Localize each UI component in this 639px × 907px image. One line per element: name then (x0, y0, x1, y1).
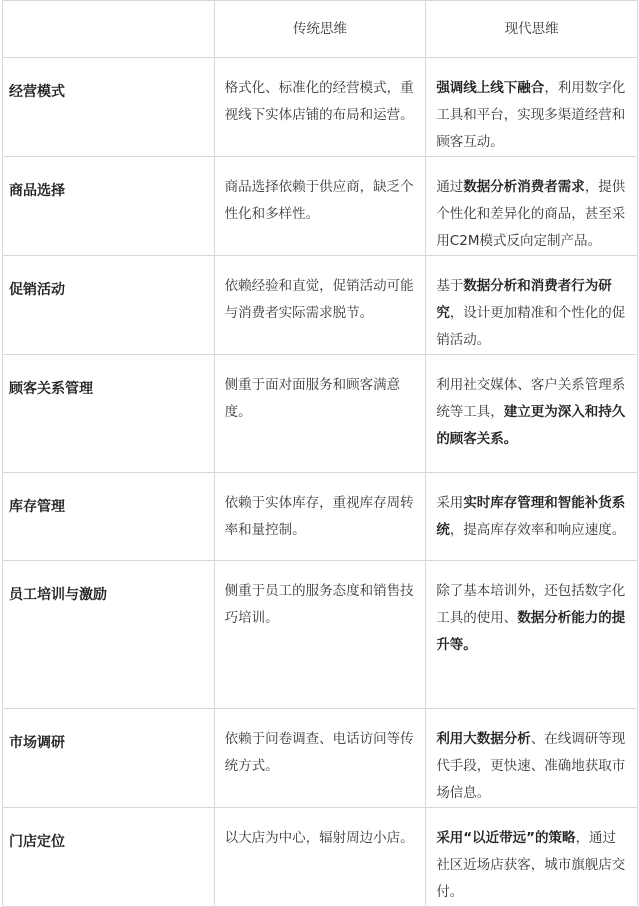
row-category: 市场调研 (3, 709, 215, 808)
modern-cell (426, 157, 638, 256)
table-row (3, 473, 638, 561)
text: ，设计更加精准和个性化的促销活动。 (436, 305, 626, 348)
text: ，提高库存效率和响应速度。 (449, 522, 626, 538)
row-category: 顾客关系管理 (3, 355, 215, 473)
modern-cell (426, 808, 638, 907)
table-row (3, 709, 638, 808)
row-category: 商品选择 (3, 157, 215, 256)
bold-text: 数据分析能力的提升等。 (436, 610, 626, 653)
traditional-cell: 格式化、标准化的经营模式，重视线下实体店铺的布局和运营。 (214, 58, 426, 157)
traditional-cell: 依赖于问卷调查、电话访问等传统方式。 (214, 709, 426, 808)
bold-text: 采用“以近带远”的策略 (436, 830, 576, 846)
header-corner-cell (3, 1, 215, 58)
table-row (3, 808, 638, 907)
row-category: 库存管理 (3, 473, 215, 561)
row-category: 经营模式 (3, 58, 215, 157)
comparison-table (2, 0, 638, 907)
table-row (3, 157, 638, 256)
modern-cell (426, 473, 638, 561)
text: ，通过社区近场店获客，城市旗舰店交付。 (436, 830, 626, 900)
bold-text: 实时库存管理和智能补货系统 (436, 495, 626, 538)
bold-text: 强调线上线下融合 (436, 80, 545, 96)
traditional-cell: 商品选择依赖于供应商，缺乏个性化和多样性。 (214, 157, 426, 256)
table-row (3, 355, 638, 473)
traditional-cell: 依赖于实体库存，重视库存周转率和量控制。 (214, 473, 426, 561)
header-row (3, 1, 638, 58)
modern-cell (426, 58, 638, 157)
bold-text: 建立更为深入和持久的顾客关系。 (436, 404, 626, 447)
row-category: 员工培训与激励 (3, 561, 215, 709)
text: 、在线调研等现代手段，更快速、准确地获取市场信息。 (436, 731, 626, 801)
text: 利用社交媒体、客户关系管理系统等工具， (436, 377, 626, 420)
text: 除了基本培训外，还包括数字化工具的使用、 (436, 583, 626, 626)
traditional-cell: 依赖经验和直觉，促销活动可能与消费者实际需求脱节。 (214, 256, 426, 355)
traditional-cell: 以大店为中心，辐射周边小店。 (214, 808, 426, 907)
bold-text: 利用大数据分析 (436, 731, 531, 747)
modern-cell (426, 561, 638, 709)
text: ，利用数字化工具和平台，实现多渠道经营和顾客互动。 (436, 80, 626, 150)
traditional-cell: 侧重于员工的服务态度和销售技巧培训。 (214, 561, 426, 709)
modern-cell (426, 256, 638, 355)
text: ，提供个性化和差异化的商品，甚至采用C2M模式反向定制产品。 (436, 179, 626, 249)
header-modern: 现代思维 (426, 1, 638, 58)
table-row (3, 256, 638, 355)
traditional-cell: 侧重于面对面服务和顾客满意度。 (214, 355, 426, 473)
bold-text: 数据分析消费者需求 (463, 179, 585, 195)
table-row (3, 561, 638, 709)
modern-cell (426, 709, 638, 808)
text: 采用 (436, 495, 464, 511)
modern-cell (426, 355, 638, 473)
row-category: 门店定位 (3, 808, 215, 907)
text: 通过 (436, 179, 464, 195)
table-row (3, 58, 638, 157)
bold-text: 数据分析和消费者行为研究 (436, 278, 612, 321)
text: 基于 (436, 278, 464, 294)
header-traditional: 传统思维 (214, 1, 426, 58)
row-category: 促销活动 (3, 256, 215, 355)
